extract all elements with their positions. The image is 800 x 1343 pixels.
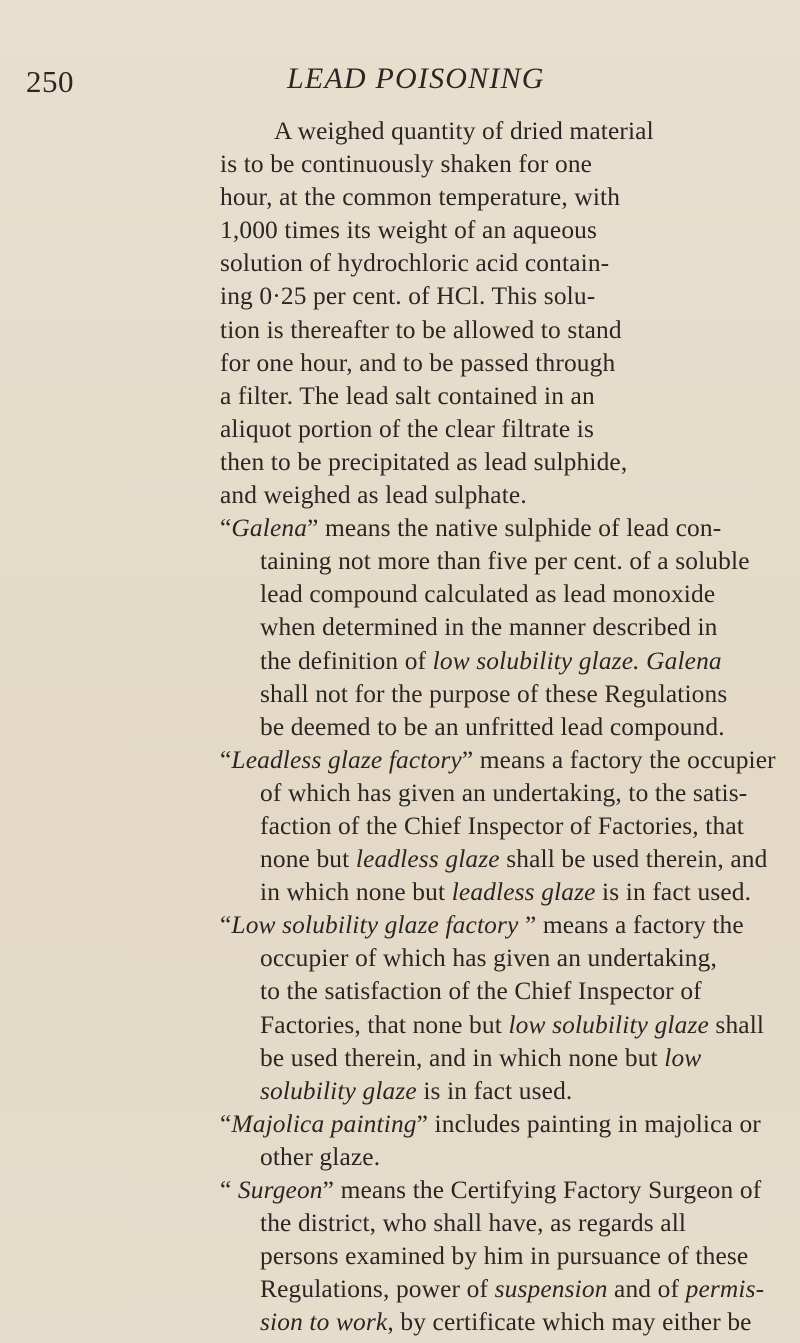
text-line — [220, 1108, 800, 1141]
text-line — [220, 909, 800, 942]
text-run: is to be continuously shaken for one — [220, 150, 593, 179]
text-line — [220, 711, 800, 744]
text-run: and weighed as lead sulphate. — [220, 481, 527, 510]
text-line — [220, 479, 800, 512]
italic-term: low solubility glaze. Galena — [432, 646, 722, 675]
text-run: Regulations, power of — [260, 1275, 495, 1304]
definition-galena — [220, 512, 800, 744]
text-run: and of — [607, 1275, 686, 1304]
text-line — [220, 942, 800, 975]
text-run: of which has given an undertaking, to the satis- — [260, 778, 748, 807]
text-run: is in fact used. — [416, 1076, 573, 1105]
paragraph-aqueous-solution — [220, 115, 800, 512]
text-run: , by certificate which may either be — [387, 1308, 752, 1337]
text-run: “ — [220, 514, 232, 543]
text-line — [220, 876, 800, 909]
text-run: is in fact used. — [595, 878, 752, 907]
text-run: shall be used therein, and — [499, 845, 768, 874]
text-run: “ — [220, 911, 232, 940]
italic-term: low solubility glaze — [508, 1010, 709, 1039]
text-line — [220, 645, 800, 678]
text-line — [220, 578, 800, 611]
text-run: a filter. The lead salt contained in an — [220, 381, 595, 410]
italic-term: Galena — [231, 514, 308, 543]
italic-term: Majolica painting — [231, 1109, 417, 1138]
text-line — [220, 1042, 800, 1075]
italic-term: leadless glaze — [355, 845, 500, 874]
text-run: for one hour, and to be passed through — [220, 348, 616, 377]
text-run: ” means a factory the — [518, 911, 744, 940]
running-title: LEAD POISONING — [287, 62, 545, 95]
text-run: persons examined by him in pursuance of these — [260, 1242, 749, 1271]
text-run: lead compound calculated as lead monoxide — [260, 580, 716, 609]
text-run: ” means a factory the occupier — [461, 745, 776, 774]
text-line — [220, 512, 800, 545]
text-line — [220, 843, 800, 876]
text-run: 1,000 times its weight of an aqueous — [220, 216, 598, 245]
text-run: “ — [220, 1176, 238, 1204]
text-line — [220, 810, 800, 843]
text-line — [220, 214, 800, 247]
italic-term: Low solubility glaze factory — [231, 911, 519, 940]
text-line — [220, 1075, 800, 1108]
text-run: the definition of — [260, 646, 433, 675]
text-line — [220, 446, 800, 479]
italic-term: solubility glaze — [260, 1076, 417, 1105]
italic-term: suspension — [494, 1275, 608, 1304]
italic-term: Surgeon — [237, 1176, 323, 1204]
text-run: occupier of which has given an undertaking, — [260, 944, 717, 973]
text-line — [220, 280, 800, 313]
text-line — [220, 1306, 800, 1339]
text-run: tion is thereafter to be allowed to stand — [220, 315, 622, 344]
text-line — [220, 1240, 800, 1273]
text-line — [220, 148, 800, 181]
page-number: 250 — [26, 64, 74, 99]
text-line — [220, 545, 800, 578]
text-run: the district, who shall have, as regards all — [260, 1209, 687, 1238]
text-line — [220, 678, 800, 711]
text-run: ” includes painting in majolica or — [416, 1109, 761, 1138]
italic-term: Leadless glaze factory — [231, 745, 462, 774]
text-line — [220, 1207, 800, 1240]
definition-leadless-glaze-factory — [220, 744, 800, 909]
text-run: hour, at the common temperature, with — [220, 183, 621, 212]
text-run: none but — [260, 845, 356, 874]
italic-term: permis- — [685, 1275, 765, 1304]
text-run: other glaze. — [260, 1142, 381, 1171]
text-run: to the satisfaction of the Chief Inspector of — [260, 977, 702, 1006]
text-run: be deemed to be an unfritted lead compound. — [260, 712, 725, 741]
text-run: faction of the Chief Inspector of Factories, that — [260, 811, 744, 840]
text-run: in which none but — [260, 878, 452, 907]
text-line — [220, 975, 800, 1008]
text-run: shall not for the purpose of these Regulations — [260, 679, 728, 708]
text-run: solution of hydrochloric acid contain- — [220, 249, 610, 278]
definition-surgeon — [220, 1174, 800, 1339]
text-run: shall — [708, 1010, 765, 1039]
text-run: when determined in the manner described in — [260, 613, 718, 642]
text-line — [220, 181, 800, 214]
text-run: ” means the Certifying Factory Surgeon of — [322, 1176, 762, 1204]
body-text — [220, 115, 800, 1339]
italic-term: low — [664, 1043, 702, 1072]
text-line — [220, 247, 800, 280]
text-line — [220, 314, 800, 347]
definition-low-solubility-glaze-factory — [220, 909, 800, 1108]
text-run: aliquot portion of the clear filtrate is — [220, 414, 595, 443]
italic-term: sion to work — [260, 1308, 388, 1337]
text-line — [220, 347, 800, 380]
definition-majolica-painting — [220, 1108, 800, 1174]
text-line — [220, 1009, 800, 1042]
text-line — [220, 1174, 800, 1207]
text-run: “ — [220, 745, 232, 774]
text-line — [220, 611, 800, 644]
text-run: A weighed quantity of dried material — [274, 117, 654, 145]
text-run: “ — [220, 1109, 232, 1138]
text-run: ” means the native sulphide of lead con- — [307, 514, 722, 543]
text-run: be used therein, and in which none but — [260, 1043, 665, 1072]
text-line — [220, 1141, 800, 1174]
italic-term: leadless glaze — [451, 878, 596, 907]
text-run: ing 0·25 per cent. of HCl. This solu- — [220, 282, 596, 311]
text-line — [220, 380, 800, 413]
text-line — [220, 744, 800, 777]
text-run: then to be precipitated as lead sulphide, — [220, 447, 628, 476]
text-line — [220, 1273, 800, 1306]
text-line — [220, 413, 800, 446]
text-line — [220, 115, 800, 148]
text-line — [220, 777, 800, 810]
text-run: taining not more than five per cent. of a soluble — [260, 547, 750, 576]
text-run: Factories, that none but — [260, 1010, 509, 1039]
